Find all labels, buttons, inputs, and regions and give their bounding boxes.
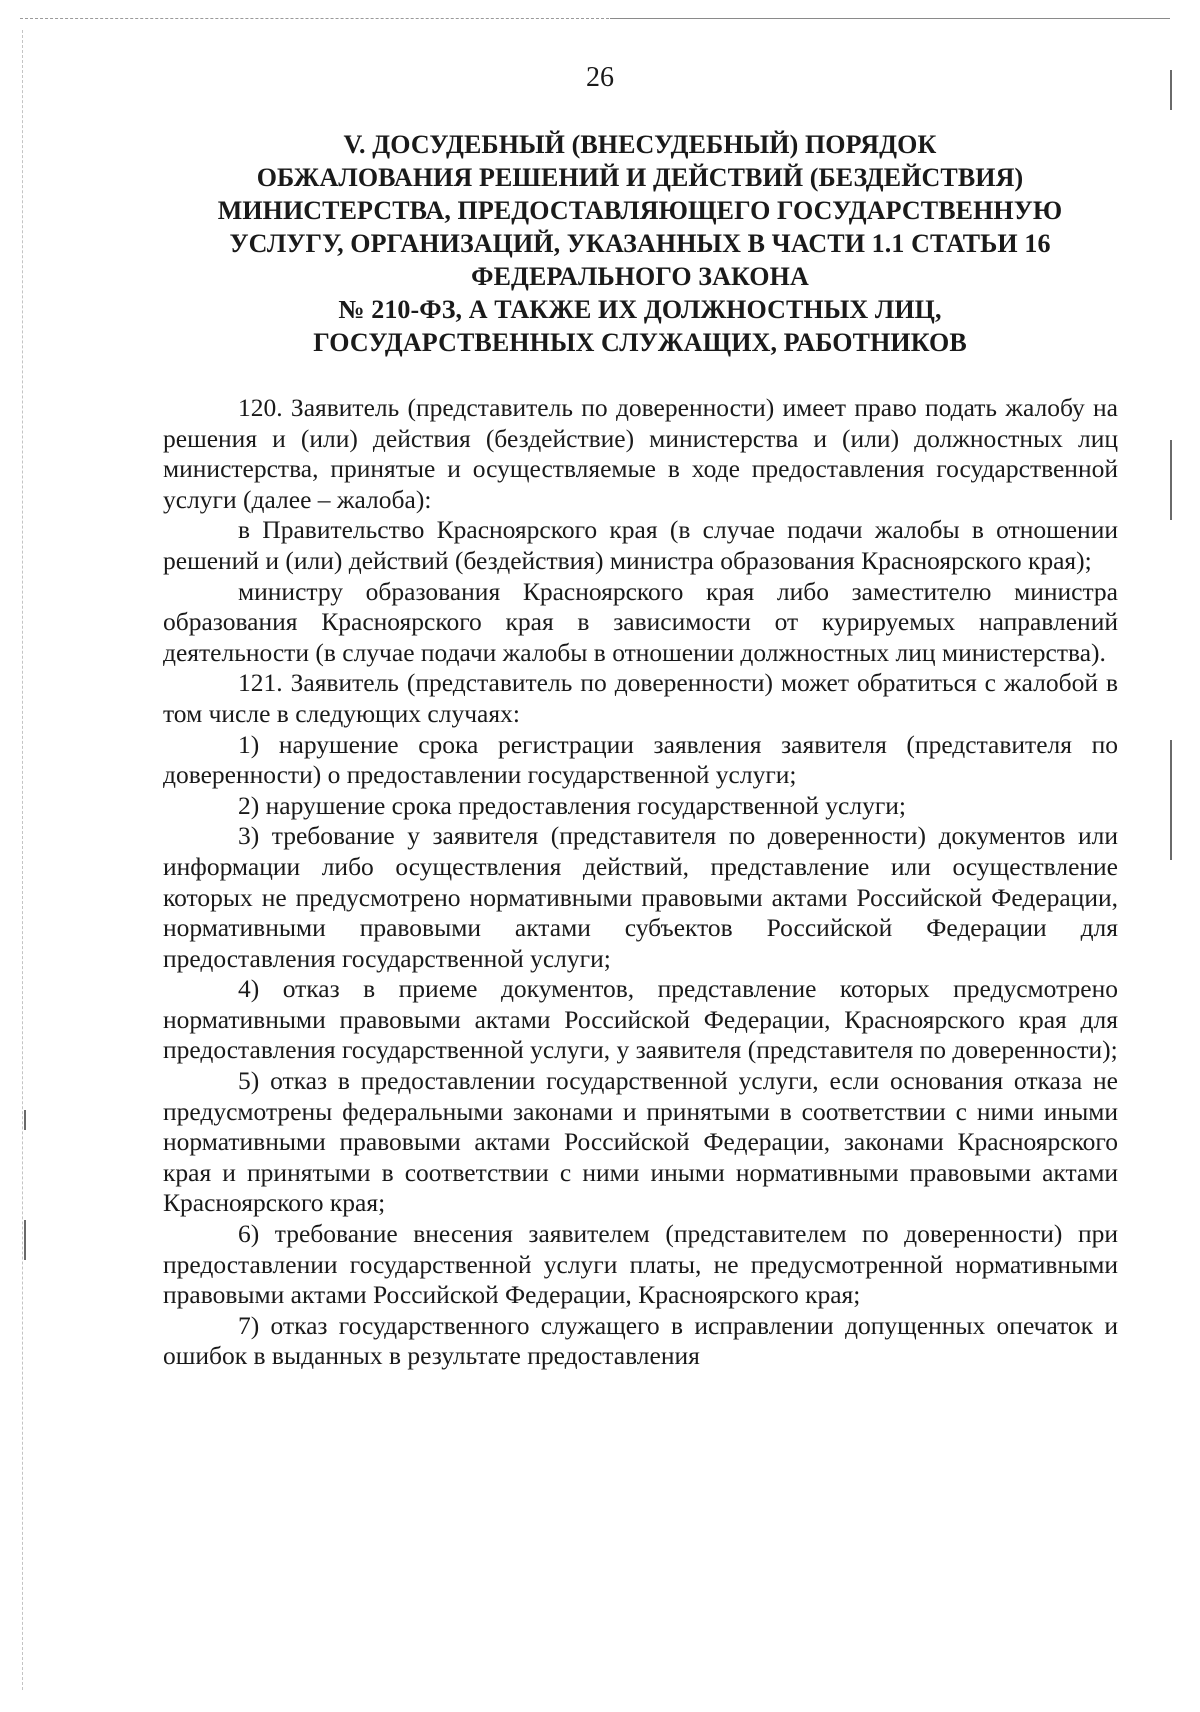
section-title-line: V. ДОСУДЕБНЫЙ (ВНЕСУДЕБНЫЙ) ПОРЯДОК bbox=[343, 130, 937, 159]
list-item-5: 5) отказ в предоставлении государственной услуги, если основания отказа не предусмотрены федеральными законами и принятыми в соответствии с ними иными нормативными правовыми актами Российской Федерации, законами Красноярского края и принятыми в соответствии с ними иными нормативными правовыми актами Красноярского края; bbox=[163, 1066, 1118, 1218]
paragraph-government: в Правительство Красноярского края (в случае подачи жалобы в отношении решений и (или) действий (бездействия) министра образования Красноярского края); bbox=[163, 515, 1118, 575]
paragraph-120: 120. Заявитель (представитель по доверенности) имеет право подать жалобу на решения и (или) действия (бездействие) министерства и (или) должностных лиц министерства, принятые и осуществляемые в ходе предоставления государственной услуги (далее – жалоба): bbox=[163, 393, 1118, 514]
scan-mark bbox=[1170, 440, 1172, 520]
scan-mark bbox=[1170, 740, 1172, 860]
scan-mark bbox=[24, 1220, 26, 1260]
body-text bbox=[163, 393, 1118, 1372]
section-title-line: МИНИСТЕРСТВА, ПРЕДОСТАВЛЯЮЩЕГО ГОСУДАРСТВЕННУЮ bbox=[217, 196, 1063, 225]
scan-mark bbox=[24, 1110, 26, 1130]
list-item-1: 1) нарушение срока регистрации заявления заявителя (представителя по доверенности) о предоставлении государственной услуги; bbox=[163, 729, 1118, 790]
list-item-4: 4) отказ в приеме документов, представление которых предусмотрено нормативными правовыми актами Российской Федерации, Красноярского края для предоставления государственной услуги, у заявителя (представителя по доверенности); bbox=[163, 974, 1118, 1065]
page-number: 26 bbox=[586, 62, 614, 93]
section-title-line: ФЕДЕРАЛЬНОГО ЗАКОНА bbox=[471, 262, 809, 291]
scan-edge-line bbox=[22, 30, 23, 1690]
scan-mark bbox=[1170, 70, 1172, 110]
list-item-2: 2) нарушение срока предоставления государственной услуги; bbox=[238, 790, 907, 820]
scan-edge-line bbox=[610, 18, 1170, 19]
section-title-line: ГОСУДАРСТВЕННЫХ СЛУЖАЩИХ, РАБОТНИКОВ bbox=[313, 328, 967, 357]
list-item-7: 7) отказ государственного служащего в исправлении допущенных опечаток и ошибок в выданных в результате предоставления bbox=[163, 1310, 1118, 1371]
section-title-line: УСЛУГУ, ОРГАНИЗАЦИЙ, УКАЗАННЫХ В ЧАСТИ 1.1 СТАТЬИ 16 bbox=[229, 229, 1051, 258]
paragraph-121: 121. Заявитель (представитель по доверенности) может обратиться с жалобой в том числе в следующих случаях: bbox=[163, 668, 1118, 728]
list-item-3: 3) требование у заявителя (представителя по доверенности) документов или информации либо осуществления действий, представление или осуществление которых не предусмотрено нормативными правовыми актами Российской Федерации, нормативными правовыми актами субъектов Российской Федерации для предоставления государственной услуги; bbox=[163, 821, 1118, 973]
section-title-line: ОБЖАЛОВАНИЯ РЕШЕНИЙ И ДЕЙСТВИЙ (БЕЗДЕЙСТВИЯ) bbox=[256, 163, 1024, 192]
paragraph-minister: министру образования Красноярского края либо заместителю министра образования Красноярского края в зависимости от курируемых направлений деятельности (в случае подачи жалобы в отношении должностных лиц министерства). bbox=[163, 576, 1118, 667]
section-title bbox=[160, 128, 1120, 359]
section-title-line: № 210-ФЗ, А ТАКЖЕ ИХ ДОЛЖНОСТНЫХ ЛИЦ, bbox=[338, 295, 942, 324]
list-item-6: 6) требование внесения заявителем (представителем по доверенности) при предоставлении государственной услуги платы, не предусмотренной нормативными правовыми актами Российской Федерации, Красноярского края; bbox=[163, 1219, 1118, 1310]
